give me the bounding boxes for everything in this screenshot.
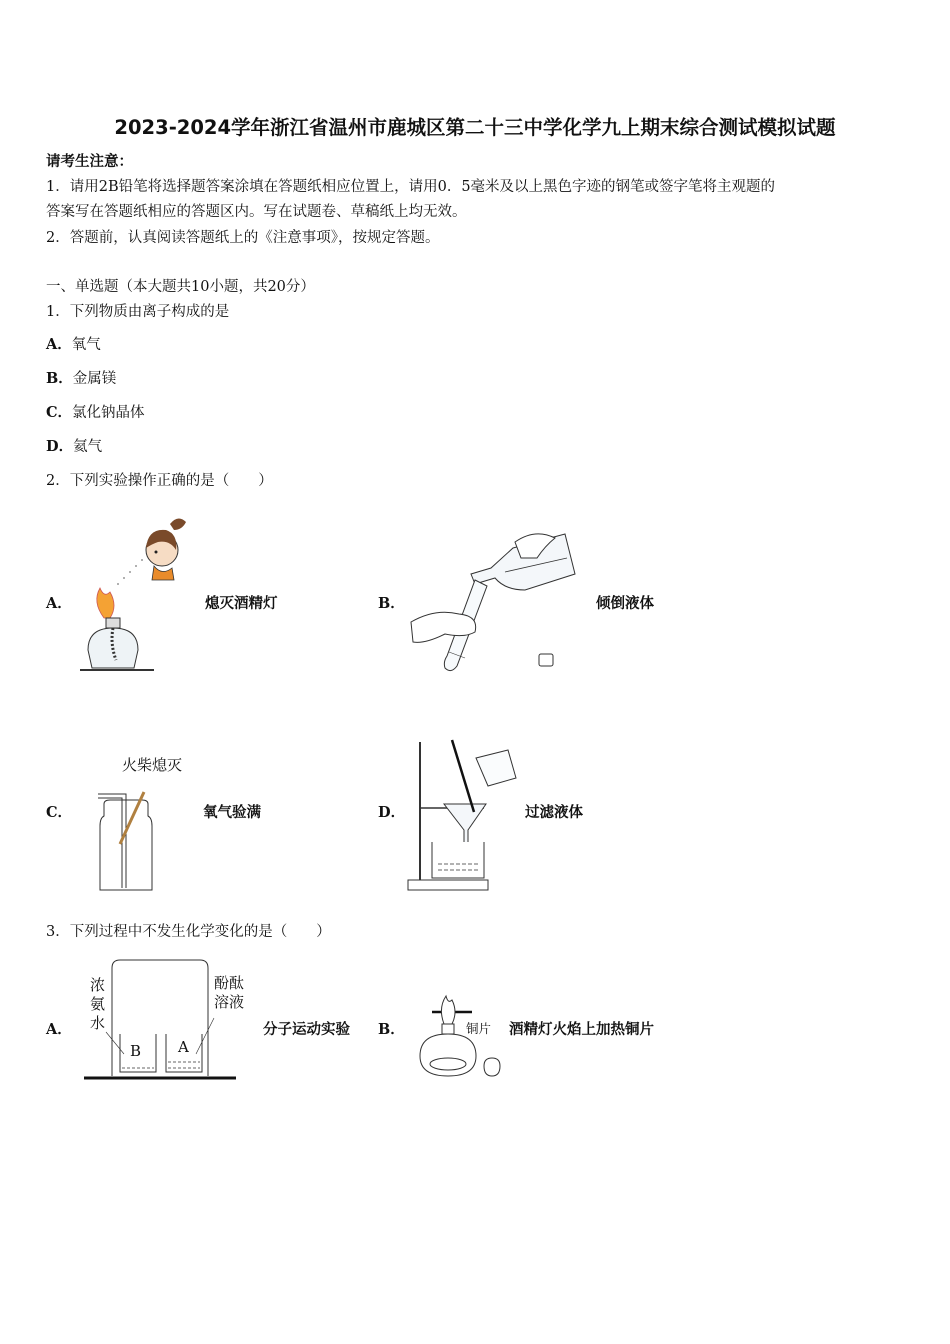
notice-item-2: 2．答题前，认真阅读答题纸上的《注意事项》，按规定答题。 bbox=[46, 230, 440, 246]
notice-item-1-line-1: 1．请用2B铅笔将选择题答案涂填在答题纸相应位置上，请用0．5毫米及以上黑色字迹的钢笔或签字笔将主观题的 bbox=[46, 179, 776, 195]
option-text: 氯化钠晶体 bbox=[72, 405, 145, 421]
figure-label-copper: 铜片 bbox=[466, 1021, 492, 1036]
question-1-option-b bbox=[46, 369, 116, 389]
notice-heading: 请考生注意： bbox=[46, 153, 133, 170]
molecule-motion-figure bbox=[84, 958, 244, 1082]
question-1-option-a bbox=[46, 335, 101, 355]
question-2-option-a-caption: 熄灭酒精灯 bbox=[205, 595, 278, 612]
heat-copper-figure bbox=[410, 990, 506, 1082]
pour-liquid-figure bbox=[405, 528, 585, 676]
question-1-option-d bbox=[46, 437, 102, 457]
option-letter: B． bbox=[46, 370, 73, 387]
notice-item-1-line-2: 答案写在答题纸相应的答题区内。写在试题卷、草稿纸上均无效。 bbox=[46, 204, 467, 220]
question-2-option-a-letter: A． bbox=[46, 595, 72, 612]
question-3-option-a-caption: 分子运动实验 bbox=[263, 1021, 350, 1038]
option-letter: D． bbox=[46, 438, 74, 455]
question-3-option-b-letter: B． bbox=[378, 1021, 405, 1038]
question-3-option-a-letter: A． bbox=[46, 1021, 72, 1038]
option-text: 氧气 bbox=[71, 337, 101, 353]
figure-label-match-out: 火柴熄灭 bbox=[122, 756, 183, 774]
page-title: 2023-2024学年浙江省温州市鹿城区第二十三中学化学九上期末综合测试模拟试题 bbox=[114, 116, 836, 139]
question-2-option-d-letter: D． bbox=[378, 804, 406, 821]
question-1-option-c bbox=[46, 403, 145, 423]
oxygen-test-figure bbox=[90, 752, 200, 894]
question-2-option-b-caption: 倾倒液体 bbox=[596, 595, 654, 612]
question-2-stem: 2．下列实验操作正确的是（ ） bbox=[46, 473, 273, 489]
question-3-stem: 3．下列过程中不发生化学变化的是（ ） bbox=[46, 924, 331, 940]
question-2-option-c-caption: 氧气验满 bbox=[203, 804, 261, 821]
figure-label-phenolphthalein: 酚酞溶液 bbox=[214, 974, 245, 1011]
section-heading: 一、单选题（本大题共10小题，共20分） bbox=[46, 279, 315, 295]
option-letter: C． bbox=[46, 404, 73, 421]
figure-label-beaker-a: A bbox=[178, 1038, 189, 1056]
option-text: 金属镁 bbox=[72, 371, 117, 387]
question-3-option-b-caption: 酒精灯火焰上加热铜片 bbox=[509, 1021, 654, 1038]
figure-label-beaker-b: B bbox=[130, 1042, 142, 1060]
question-2-option-b-letter: B． bbox=[378, 595, 405, 612]
option-letter: A． bbox=[46, 336, 72, 353]
option-text: 氦气 bbox=[73, 439, 103, 455]
question-1-stem: 1．下列物质由离子构成的是 bbox=[46, 304, 230, 320]
figure-label-ammonia: 浓氨水 bbox=[90, 976, 106, 1032]
alcohol-lamp-blow-figure bbox=[74, 510, 194, 676]
question-2-option-d-caption: 过滤液体 bbox=[525, 804, 583, 821]
filtration-figure bbox=[404, 738, 524, 894]
question-2-option-c-letter: C． bbox=[46, 804, 73, 821]
